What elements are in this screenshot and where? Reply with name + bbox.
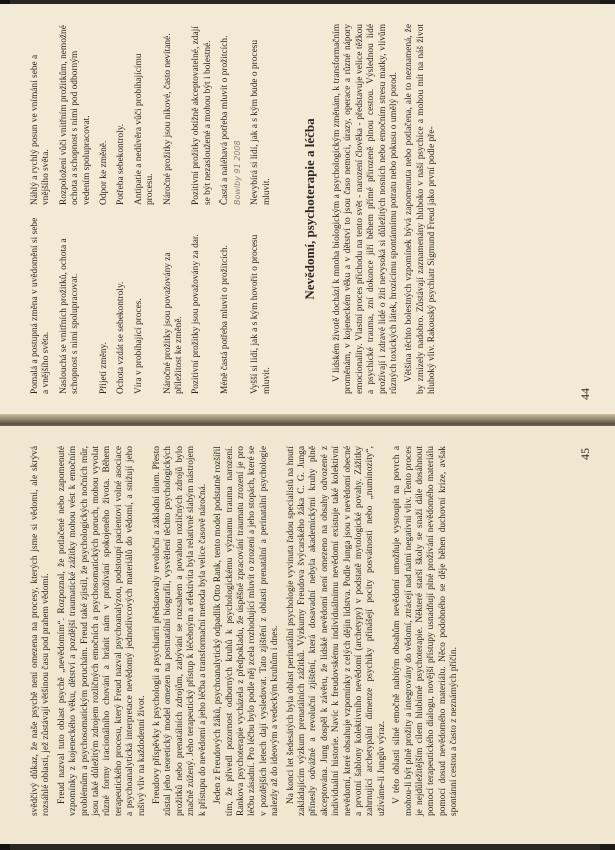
table-cell-left: Ochota vzdát se sebekontroly. <box>116 281 127 394</box>
table-row <box>30 24 53 394</box>
table-cell-left: Pomalá a postupná změna v uvědomění si sebe a vnějšího světa. <box>30 217 52 394</box>
table-cell-right: Nevybírá si lidí, jak a s kým bude o procesu mluvit. <box>250 39 272 205</box>
table-cell-right: Náročné prožitky jsou nikové, často nevítané. <box>162 33 173 205</box>
table-cell-right-text: Častá a naléhavá potřeba mluvit o prožitcích. <box>220 35 231 205</box>
paragraph: Freud nazval tuto oblast psychě „nevědomím“. Rozpoznal, že potlačené nebo zapomenuté vzpomínky z kojeneckého věku, dětství a pozdější traumatické zážitky mohou vést k emočním problémům a psychosomatickým poruchám. Freud také zjistil, že psychologických nočních můr, jsou také důležitým zdrojem rozličných emočních a psychosomatických poruch, mohou vyvolat různé formy iracionálního chování a bránit nám v prožívání spokojeného života. Během terapeutického procesu, který Freud nazval psychoanalýzou, podstoupí pacientovi volné asociace a psychoanalytická interpretace nevědomý jednotlivcových materiálů do vědomí, a snižují jeho rušivý vliv na každodenní život. <box>56 446 147 816</box>
table-cell-right: Pozitivní prožitky obtížně akceptovatelné, zdají se být nezasloužené a mohou být i bolestné. <box>191 26 213 205</box>
table-row <box>116 24 127 394</box>
page-45-content <box>14 426 599 844</box>
table-row <box>134 24 157 394</box>
table-cell-right: Náhlý a rychlý posun ve vnímání sebe a vnějšího světa. <box>30 54 52 205</box>
comparison-table <box>30 24 279 394</box>
table-row <box>59 24 93 394</box>
table-cell-left: Méně častá potřeba mluvit o prožitcích. <box>220 245 231 394</box>
table-row <box>220 24 244 394</box>
table-cell-right: Potřeba sebekontroly. <box>116 123 127 205</box>
paragraph: V této oblasti silné emočně nabitým obsahům nevědomí umožňuje vystoupit na povrch a mohou-li být plně prožity a integrovány do vědomí, ztrácejí nad námi negativní vliv. Tento proces je nejdůležitějším cílem hlubinné psychoterapie. Některé starší školy se snaží dále dosáhnout pomocí terapeutického dialogu, novější přístupy usnadňují plné prožívání nevědomého materiálu pomocí dosud nevědomého materiálu. Něco podobného se děje běhen duchovní krize, avšak spontánní cestou a často z neznámých příčin. <box>392 446 460 816</box>
body-text <box>30 446 465 816</box>
body-text <box>332 24 443 394</box>
table-cell-right: Rozpoložení vůči vnitřním prožitkům, nemožné ochota a schopnost s nimi pod odborným vedením spolupracovat. <box>58 25 92 205</box>
pencil-annotation: Bowlby 91 2008 <box>232 140 242 205</box>
table-row <box>250 24 273 394</box>
table-cell-left: Naslouchá se vnitřních prožitků, ochota a schopnost s nimi spolupracovat. <box>58 238 81 394</box>
table-cell-left: Pozitivní prožitky jsou považovány za dar. <box>191 234 202 394</box>
table-cell-right: Antipatie a nedůvěra vůči probíhajícímu procesu. <box>133 53 156 205</box>
table-cell-left: Víra v probíhající proces. <box>133 298 144 394</box>
table-row <box>163 24 186 394</box>
table-cell-left: Přijetí změny. <box>99 342 110 394</box>
table-row <box>99 24 110 394</box>
book-page-right <box>0 426 615 844</box>
page-44-content <box>14 4 599 422</box>
paragraph: Většina těchto bolestných vzpomínek bývá zapomenuta nebo potlačena, ale to neznamená, že by zmizely nadobro. Zůstávají zaznamenány hluboko v naší psychice a mohou mít na náš život hluboký vliv. Rakouský psychiatr Sigmund Freud jako první podle pře- <box>404 24 438 394</box>
table-row <box>191 24 214 394</box>
table-cell-left: Vyšší si lidí, jak a s kým hovořit o procesu mluvit. <box>250 234 272 394</box>
page-number: 44 <box>577 388 592 400</box>
paragraph: V lidském životě dochází k mnoha biologickým a psychologickým změnám, k transformačním proměnám, v kojeneckém věku a v dětství to jsou časo nemoci, úrazy, operace a různé nápory emocionality. Vlastní proces přichodu na tento svět - narození člověka - představuje velice těžkou a psychické trauma, zní dokonce jiří během přímé přirozeně plnou cestou. Výslednou lidé prožívají i zdravé lidé o žití nevysoká si důležitých nosních nebo emočním stresu matky, vlivům různých toxických látek, hrozícímu spontánnímu potratu nebo pokusu o umělý porod. <box>332 24 400 394</box>
paragraph: Jeden z Freudových žáků, psychoanalytický odpadlík Otto Rank, tento model podstatně rozšířil tím, že přivedl pozornost odborných kruhů k psychologickému významu trauma narození. Rankova psychoterapie vycházela z předpokladu, že úspěšné zpracování traumatu zrození je pro léčbu zásadní. Pro léčbu bylo podle něj zcela rozhodující mluvit o zrození a jeho stopách, které se v pozdějších letech dají vysledovat. Tato zjištění z oblasti prenatální a perinatální psychologie nalezly až do ideovým a vedeckým kruhům i dnes. <box>213 446 281 816</box>
table-cell-right <box>220 24 244 209</box>
paragraph: svědčivý důkaz, že naše psychě není omezena na procesy, kterých jsme si vědomi, ale skrývá rozsáhlé oblasti, jež zůstávají většinou času pod prahem vědomí. <box>30 446 52 816</box>
paragraph: Freudovy příspěvky k psychologii a psychiatrii předstaovaly revoluční a základní úlom. Přesto zůstal jeho teoretický model omezen na postnatální biografii, vysvětlení těchto psychologických prožitků nebo prenatálních zdrojům, zabývání se rozsahem a povahou rozličných zdrojů bylo značně zúžený. Jeho terapeutický přístup k léčebným a efektivita byla relativně slabým nástrojem k přístupu do nevědomí a jeho léčba a transformační metoda byla velice časově náročná. <box>152 446 208 816</box>
paragraph: Na konci let šedesátých byla oblast perinatální psychologie vyvinuta řadou specialistů na hnutí zakládajícím výzkum prenatálních zážitků. Výzkumy Freudova švýcarského žáka C. G. Junga přinesly odvážné a revoluční zjištění, která dosavadní nebyla akademickými kruhy plně akceptována. Jung dospěl k závěru, že lidské nevědomí není omezeno na obsahy odvozené z individuální historie. Navíc k freudovskému individuálnímu nevědomí existuje také kolektivní nevědomí, které obsahuje vzpomínky z celých dějin lidstva. Podle Junga jsou v nevědomí obecné a prvotní šablony kolektivního nevědomí (archetypy) v podstatě mytologické povahy. Zážitky zahrnující archetypální dimenze psychiky přinášejí pocity posvátnosti nebo „numinozity“, užíváme-li Jungův výraz. <box>285 446 387 816</box>
table-cell-left: Náročné prožitky jsou považovány za příležitost ke změně. <box>162 252 185 394</box>
table-cell-right: Odpor ke změně. <box>99 140 110 205</box>
section-heading: Nevědomí, psychoterapie a léčba <box>302 118 317 300</box>
page-number: 45 <box>577 448 592 460</box>
book-page-left <box>0 4 615 422</box>
